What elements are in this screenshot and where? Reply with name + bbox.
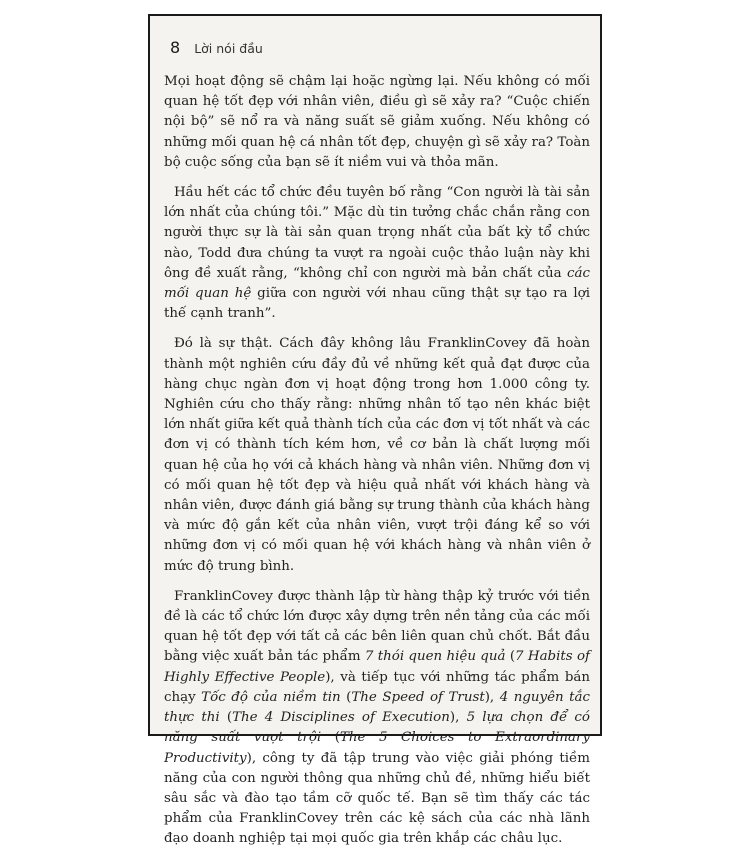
text-segment: ), và tiếp tục với những tác phẩm bán chạy [164,669,590,705]
text-segment: Mọi hoạt động sẽ chậm lại hoặc ngừng lại. Nếu không có mối quan hệ tốt đẹp với nhân viên, điều gì sẽ xảy ra? “Cuộc chiến nội bộ” sẽ nổ ra và năng suất sẽ giảm xuống. Nếu không có những mối quan hệ cá nhân tốt đẹp, chuyện gì sẽ xảy ra? Toàn bộ cuộc sống của bạn sẽ ít niềm vui và thỏa mãn. [164,74,590,170]
book-page [148,14,602,847]
italic-text: The 4 Disciplines of Execution [232,710,450,726]
running-header [170,38,263,57]
italic-text: The 5 Choices to Extraordinary Productivity [164,730,590,766]
paragraph-p1 [164,72,590,173]
italic-text: 5 lựa chọn để có năng suất vượt trội [164,710,590,746]
text-segment: ), công ty đã tập trung vào việc giải phóng tiềm năng của con người thông qua những chủ đề, những hiểu biết sâu sắc và đào tạo tầm cỡ quốc tế. Bạn sẽ tìm thấy các tác phẩm của FranklinCovey trên các kệ sách của các nhà lãnh đạo doanh nghiệp tại mọi quốc gia trên khắp các châu lục. [164,750,590,847]
text-segment: giữa con người với nhau cũng thật sự tạo ra lợi thế cạnh tranh”. [164,286,590,322]
chapter-title: Lời nói đầu [194,41,263,56]
italic-text: The Speed of Trust [351,689,485,705]
paragraph-p4 [164,587,590,850]
text-segment: ), [449,710,467,726]
italic-text: 7 Habits of Highly Effective People [164,649,591,685]
paragraph-p3 [164,334,590,576]
text-segment: Đó là sự thật. Cách đây không lâu FranklinCovey đã hoàn thành một nghiên cứu đầy đủ về những kết quả đạt được của hàng chục ngàn đơn vị hoạt động trong hơn 1.000 công ty. Nghiên cứu cho thấy rằng: những nhân tố tạo nên khác biệt lớn nhất giữa kết quả thành tích của các đơn vị tốt nhất và các đơn vị có thành tích kém hơn, về cơ bản là chất lượng mối quan hệ của họ với cả khách hàng và nhân viên. Những đơn vị có mối quan hệ tốt đẹp và hiệu quả nhất với khách hàng và nhân viên, được đánh giá bằng sự trung thành của khách hàng và mức độ gắn kết của nhân viên, vượt trội đáng kể so với những đơn vị có mối quan hệ với khách hàng và nhân viên ở mức độ trung bình. [164,336,590,574]
text-segment: ), [484,689,500,705]
text-segment: ( [219,710,233,726]
text-segment: Hầu hết các tổ chức đều tuyên bố rằng “Con người là tài sản lớn nhất của chúng tôi.” Mặc dù tin tưởng chắc chắn rằng con người thực sự là tài sản quan trọng nhất của bất kỳ tổ chức nào, Todd đưa chúng ta vượt ra ngoài cuộc thảo luận này khi ông đề xuất rằng, “không chỉ con người mà bản chất của [164,185,590,281]
text-segment: ( [321,730,340,746]
text-segment: ( [340,689,352,705]
italic-text: các mối quan hệ [164,265,590,302]
page-number: 8 [170,38,181,57]
italic-text: Tốc độ của niềm tin [201,689,341,705]
paragraph-p2 [164,183,590,324]
italic-text: 4 nguyên tắc thực thi [164,689,590,726]
text-segment: FranklinCovey được thành lập từ hàng thập kỷ trước với tiền đề là các tổ chức lớn được xây dựng trên nền tảng của các mối quan hệ tốt đẹp với tất cả các bên liên quan chủ chốt. Bắt đầu bằng việc xuất bản tác phẩm [164,588,590,665]
italic-text: 7 thói quen hiệu quả [364,649,506,665]
text-segment: ( [505,649,516,665]
body-text [164,72,590,860]
